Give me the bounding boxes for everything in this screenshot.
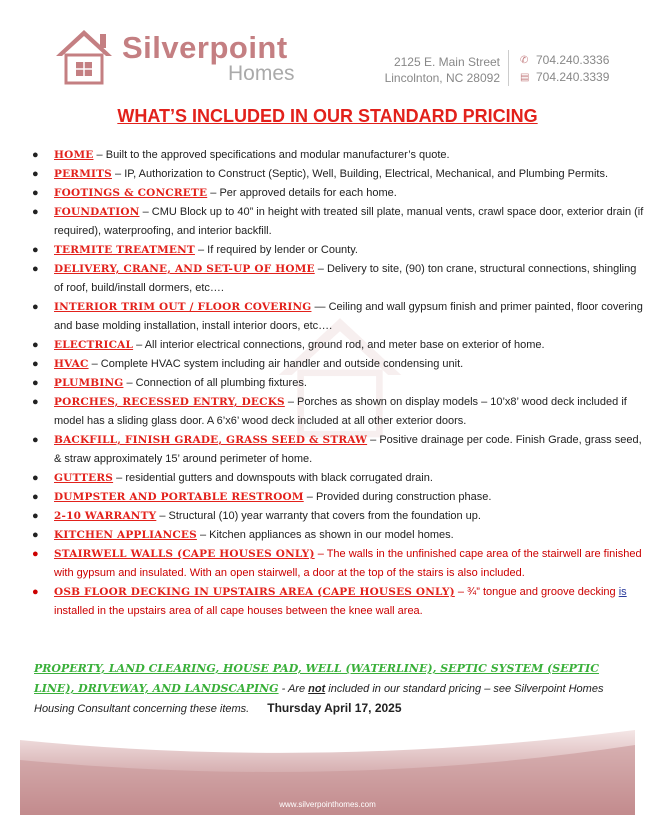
bullet-icon: ● xyxy=(32,187,39,199)
list-item: ● PORCHES, RECESSED ENTRY, DECKS – Porches as shown on display models – 10’x8’ wood deck included if model has a sliding glass door. A 6’x6’ wood deck included at all other exterior doors. xyxy=(24,393,644,431)
bullet-icon: ● xyxy=(32,301,39,313)
list-item: ● GUTTERS – residential gutters and downspouts with black corrugated drain. xyxy=(24,469,644,488)
fax-icon: ▤ xyxy=(520,71,530,83)
excluded-items: PROPERTY, LAND CLEARING, HOUSE PAD, WELL (WATERLINE), SEPTIC SYSTEM (SEPTIC LINE), DRIVEWAY, AND LANDSCAPING xyxy=(34,662,599,695)
header-divider xyxy=(508,50,509,86)
list-item: ● BACKFILL, FINISH GRADE, GRASS SEED & STRAW – Positive drainage per code. Finish Grade, grass seed, & straw approximately 15’ around perimeter of home. xyxy=(24,431,644,469)
brand-sub: Homes xyxy=(228,62,295,85)
list-item: ● ELECTRICAL – All interior electrical connections, ground rod, and meter base on exterior of home. xyxy=(24,336,644,355)
contact-block xyxy=(520,52,609,86)
house-logo-icon xyxy=(52,26,116,86)
bullet-icon: ● xyxy=(32,377,39,389)
bullet-icon: ● xyxy=(32,168,39,180)
phone-icon: ✆ xyxy=(520,54,529,66)
bullet-icon: ● xyxy=(32,206,39,218)
bullet-icon: ● xyxy=(32,149,39,161)
bullet-icon: ● xyxy=(32,548,39,560)
bullet-icon: ● xyxy=(32,244,39,256)
bullet-icon: ● xyxy=(32,529,39,541)
document-date: Thursday April 17, 2025 xyxy=(267,701,402,715)
list-item: ● FOUNDATION – CMU Block up to 40” in height with treated sill plate, manual vents, crawl space door, exterior drain (if required), waterproofing, and interior backfill. xyxy=(24,203,644,241)
exclusions-note: PROPERTY, LAND CLEARING, HOUSE PAD, WELL (WATERLINE), SEPTIC SYSTEM (SEPTIC LINE), DRIVEWAY, AND LANDSCAPING - Are not included in our standard pricing – see Silverpoint Homes Housing Consultant concerning these items. Thursday April 17, 2025 xyxy=(34,662,604,715)
bullet-icon: ● xyxy=(32,358,39,370)
brand-name: Silverpoint xyxy=(122,30,288,65)
bullet-icon: ● xyxy=(32,434,39,446)
bullet-icon: ● xyxy=(32,339,39,351)
bullet-icon: ● xyxy=(32,396,39,408)
list-item: ● HOME – Built to the approved specifications and modular manufacturer’s quote. xyxy=(24,146,644,165)
list-item: ● PERMITS – IP, Authorization to Construct (Septic), Well, Building, Electrical, Mechanical, and Plumbing Permits. xyxy=(24,165,644,184)
list-item: ● STAIRWELL WALLS (CAPE HOUSES ONLY) – The walls in the unfinished cape area of the stairwell are finished with gypsum and insulated. With an open stairwell, a door at the top of the stairs is also included. xyxy=(24,545,644,583)
list-item: ● 2-10 WARRANTY – Structural (10) year warranty that covers from the foundation up. xyxy=(24,507,644,526)
fax-number: 704.240.3339 xyxy=(536,70,610,84)
list-item: ● TERMITE TREATMENT – If required by lender or County. xyxy=(24,241,644,260)
included-items-list xyxy=(24,146,644,621)
bullet-icon: ● xyxy=(32,263,39,275)
list-item: ● DUMPSTER AND PORTABLE RESTROOM – Provided during construction phase. xyxy=(24,488,644,507)
website-url: www.silverpointhomes.com xyxy=(279,800,376,809)
address-line-1: 2125 E. Main Street xyxy=(393,55,500,69)
list-item: ● OSB FLOOR DECKING IN UPSTAIRS AREA (CAPE HOUSES ONLY) – ¾” tongue and groove decking is installed in the upstairs area of all cape houses between the knee wall area. xyxy=(24,583,644,621)
list-item: ● INTERIOR TRIM OUT / FLOOR COVERING — Ceiling and wall gypsum finish and primer painted, floor covering and base molding installation, install interior doors, etc…. xyxy=(24,298,644,336)
list-item: ● DELIVERY, CRANE, AND SET-UP OF HOME – Delivery to site, (90) ton crane, structural connections, shingling of roof, build/install dormers, etc…. xyxy=(24,260,644,298)
bullet-icon: ● xyxy=(32,510,39,522)
list-item: ● PLUMBING – Connection of all plumbing fixtures. xyxy=(24,374,644,393)
page-title: WHAT’S INCLUDED IN OUR STANDARD PRICING xyxy=(117,106,538,126)
list-item: ● HVAC – Complete HVAC system including air handler and outside condensing unit. xyxy=(24,355,644,374)
list-item: ● FOOTINGS & CONCRETE – Per approved details for each home. xyxy=(24,184,644,203)
phone-number: 704.240.3336 xyxy=(536,53,610,67)
address-block xyxy=(385,54,500,86)
list-item: ● KITCHEN APPLIANCES – Kitchen appliances as shown in our model homes. xyxy=(24,526,644,545)
bullet-icon: ● xyxy=(32,586,39,598)
address-line-2: Lincolnton, NC 28092 xyxy=(384,71,500,85)
bullet-icon: ● xyxy=(32,472,39,484)
bullet-icon: ● xyxy=(32,491,39,503)
